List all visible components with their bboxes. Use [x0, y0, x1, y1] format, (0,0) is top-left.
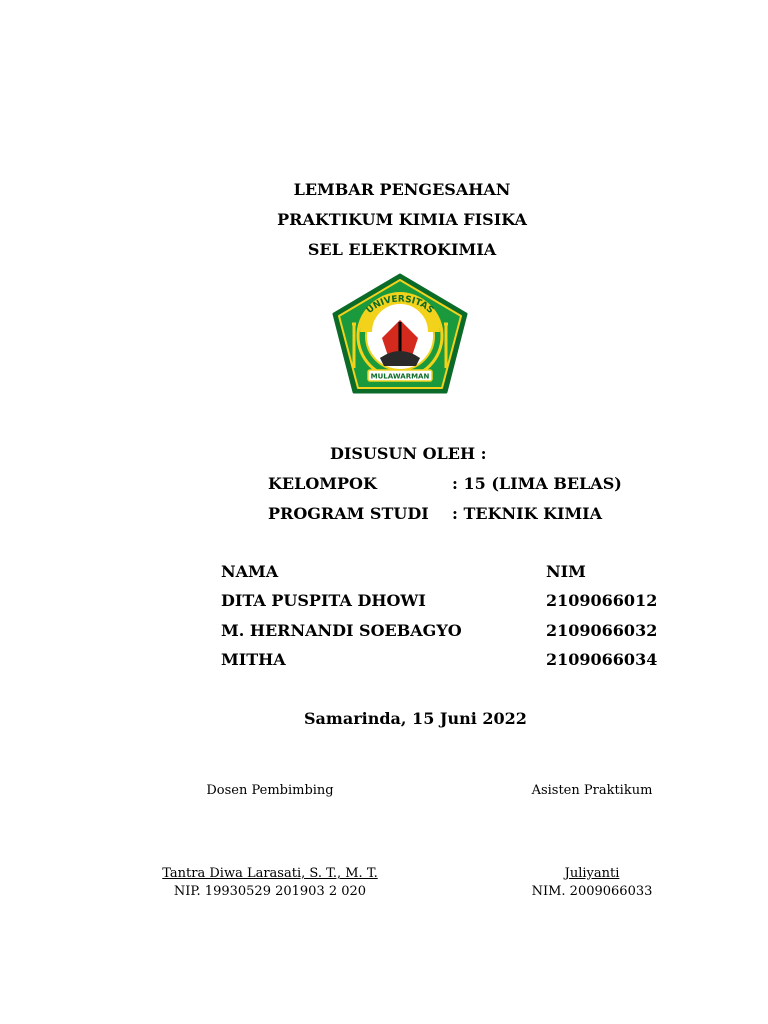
member-name: MITHA: [221, 650, 286, 669]
logo-bottom-text: MULAWARMAN: [370, 372, 430, 381]
assistant-role: Asisten Praktikum: [531, 783, 653, 798]
member-nim: 2109066032: [546, 621, 658, 640]
member-nim: 2109066034: [546, 650, 658, 669]
supervisor-role: Dosen Pembimbing: [206, 783, 334, 798]
group-value: : 15 (LIMA BELAS): [452, 474, 622, 493]
name-column-header: NAMA: [221, 562, 279, 581]
assistant-name: Juliyanti: [564, 866, 620, 881]
group-label: KELOMPOK: [268, 474, 377, 493]
program-label: PROGRAM STUDI: [268, 504, 429, 523]
member-nim: 2109066012: [546, 591, 658, 610]
assistant-id: NIM. 2009066033: [531, 884, 653, 899]
supervisor-id: NIP. 19930529 201903 2 020: [173, 884, 367, 899]
member-name: DITA PUSPITA DHOWI: [221, 591, 426, 610]
nim-column-header: NIM: [546, 562, 586, 581]
place-date: Samarinda, 15 Juni 2022: [304, 709, 527, 728]
university-emblem-icon: [330, 272, 470, 396]
title-line-2: PRAKTIKUM KIMIA FISIKA: [277, 210, 527, 229]
member-name: M. HERNANDI SOEBAGYO: [221, 621, 462, 640]
compiled-heading: DISUSUN OLEH :: [330, 444, 487, 463]
logo-top-text: UNIVERSITAS: [364, 294, 436, 316]
title-line-3: SEL ELEKTROKIMIA: [307, 240, 497, 259]
supervisor-name: Tantra Diwa Larasati, S. T., M. T.: [162, 866, 378, 881]
program-value: : TEKNIK KIMIA: [452, 504, 603, 523]
title-line-1: LEMBAR PENGESAHAN: [293, 180, 511, 199]
